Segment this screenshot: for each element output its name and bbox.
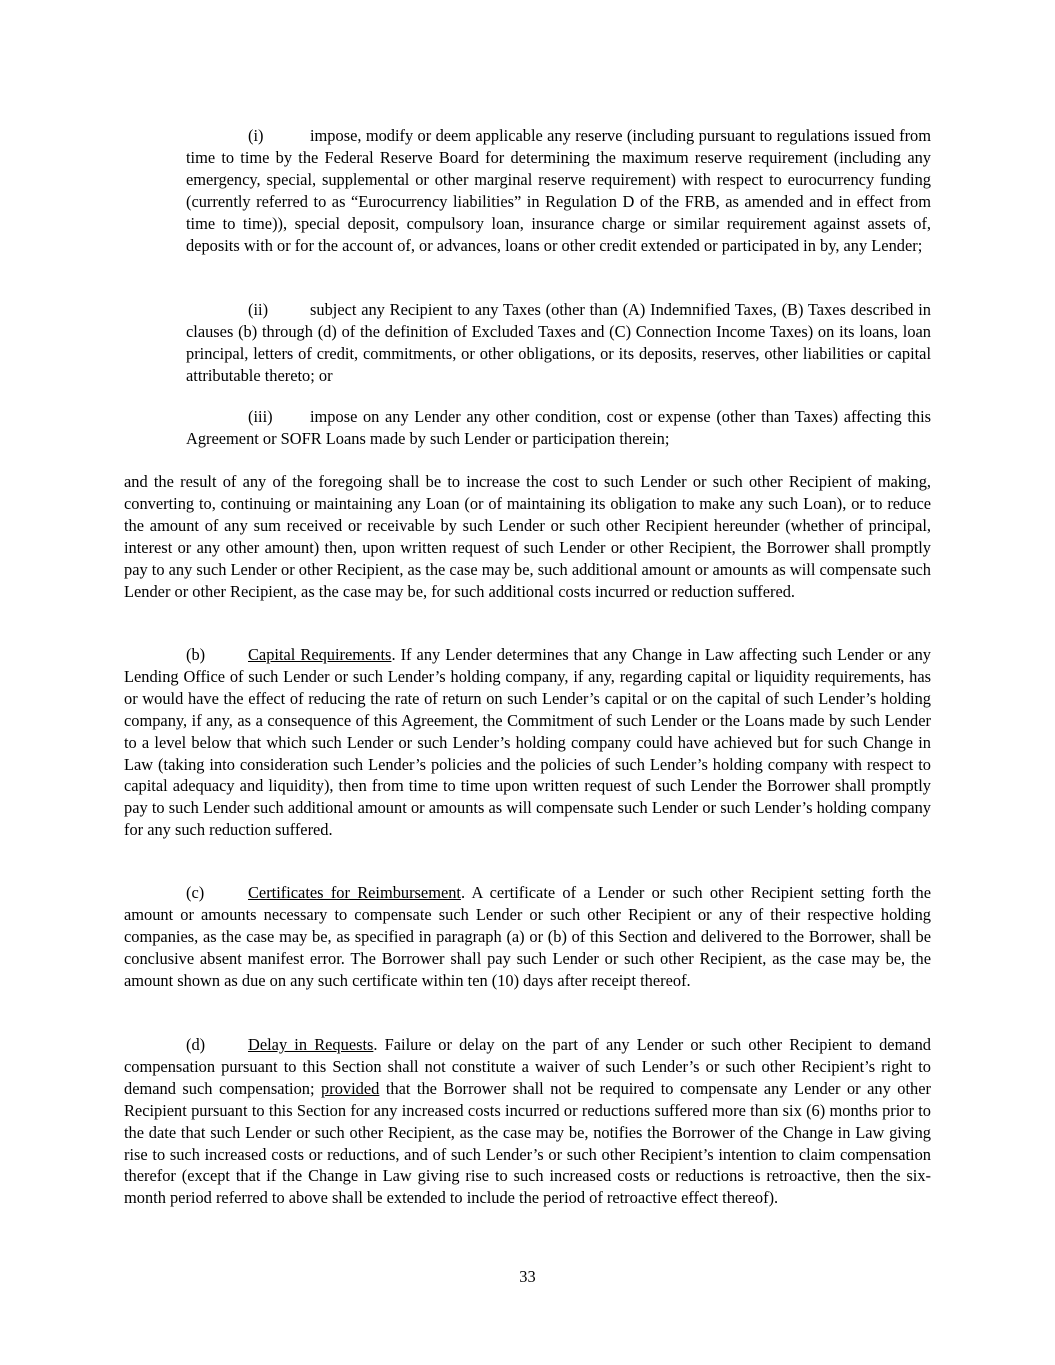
section-b-text: . If any Lender determines that any Change in Law affecting such Lender or any Lending Office of such Lender or such Lender’s holding company, if any, regarding capital or liquidity requirements, has or would have the effect of reducing the rate of return on such Lender’s capital or on the capital of such Lender’s holding company, if any, as a consequence of this Agreement, the Commitment of such Lender or the Loans made by such Lender to a level below that which such Lender or such Lender’s holding company could have achieved but for such Change in Law (taking into consideration such Lender’s policies and the policies of such Lender’s holding company with respect to capital adequacy and liquidity), then from time to time upon written request of such Lender the Borrower shall promptly pay to such Lender such additional amount or amounts as will compensate such Lender or such Lender’s holding company for any such reduction suffered. xyxy=(124,645,931,840)
section-d-heading: Delay in Requests xyxy=(248,1035,374,1054)
clause-i xyxy=(186,125,931,256)
section-c-label: (c) xyxy=(186,883,205,902)
clause-ii-label: (ii) xyxy=(248,300,269,319)
clause-iii xyxy=(186,406,931,450)
section-d xyxy=(124,1034,931,1209)
section-c-text: . A certificate of a Lender or such other Recipient setting forth the amount or amounts necessary to compensate such Lender or such other Recipient or any of their respective holding companies, as the case may be, as specified in paragraph (a) or (b) of this Section and delivered to the Borrower, shall be conclusive absent manifest error. The Borrower shall pay such Lender or such other Recipient, as the case may be, the amount shown as due on any such certificate within ten (10) days after receipt thereof. xyxy=(124,883,931,990)
clause-ii-text: subject any Recipient to any Taxes (other than (A) Indemnified Taxes, (B) Taxes described in clauses (b) through (d) of the definition of Excluded Taxes and (C) Connection Income Taxes) on its loans, loan principal, letters of credit, commitments, or other obligations, or its deposits, reserves, other liabilities or capital attributable thereto; or xyxy=(186,300,931,385)
section-c xyxy=(124,882,931,992)
section-d-label: (d) xyxy=(186,1035,206,1054)
section-b-heading: Capital Requirements xyxy=(248,645,392,664)
section-b xyxy=(124,644,931,841)
clause-i-text: impose, modify or deem applicable any reserve (including pursuant to regulations issued from time to time by the Federal Reserve Board for determining the maximum reserve requirement (including any emergency, special, supplemental or other marginal reserve requirement) with respect to eurocurrency funding (currently referred to as “Eurocurrency liabilities” in Regulation D of the FRB, as amended and in effect from time to time)), special deposit, compulsory loan, insurance charge or similar requirement against assets of, deposits with or for the account of, or advances, loans or other credit extended or participated in by, any Lender; xyxy=(186,126,931,255)
result-paragraph: and the result of any of the foregoing shall be to increase the cost to such Lender or such other Recipient of making, converting to, continuing or maintaining any Loan (or of maintaining its obligation to make any such Loan), or to reduce the amount of any sum received or receivable by such Lender or such other Recipient hereunder (whether of principal, interest or any other amount) then, upon written request of such Lender or other Recipient, the Borrower shall promptly pay to any such Lender or other Recipient, as the case may be, such additional amount or amounts as will compensate such Lender or other Recipient, as the case may be, for such additional costs incurred or reduction suffered. xyxy=(124,472,932,601)
clause-i-label: (i) xyxy=(248,126,264,145)
clause-iii-label: (iii) xyxy=(248,407,273,426)
clause-ii xyxy=(186,299,931,387)
page-number: 33 xyxy=(519,1267,536,1286)
section-d-text-before: . Failure or delay on the part of any Lender or such other Recipient to demand compensation pursuant to this Section shall not constitute a waiver of such Lender’s or such other Recipient’s right to demand such compensation; xyxy=(124,1035,931,1098)
section-d-text-after: that the Borrower shall not be required to compensate any Lender or any other Recipient pursuant to this Section for any increased costs incurred or reductions suffered more than six (6) months prior to the date that such Lender or such other Recipient, as the case may be, notifies the Borrower of the Change in Law giving rise to such increased costs or reductions, and of such Lender’s or such other Recipient’s intention to claim compensation therefor (except that if the Change in Law giving rise to such increased costs or reductions is retroactive, then the six-month period referred to above shall be extended to include the period of retroactive effect thereof). xyxy=(124,1078,931,1208)
provided-term: provided xyxy=(321,1078,380,1098)
section-c-heading: Certificates for Reimbursement xyxy=(248,883,461,902)
section-b-label: (b) xyxy=(186,645,206,664)
clause-iii-text: impose on any Lender any other condition, cost or expense (other than Taxes) affecting this Agreement or SOFR Loans made by such Lender or participation therein; xyxy=(186,407,931,448)
